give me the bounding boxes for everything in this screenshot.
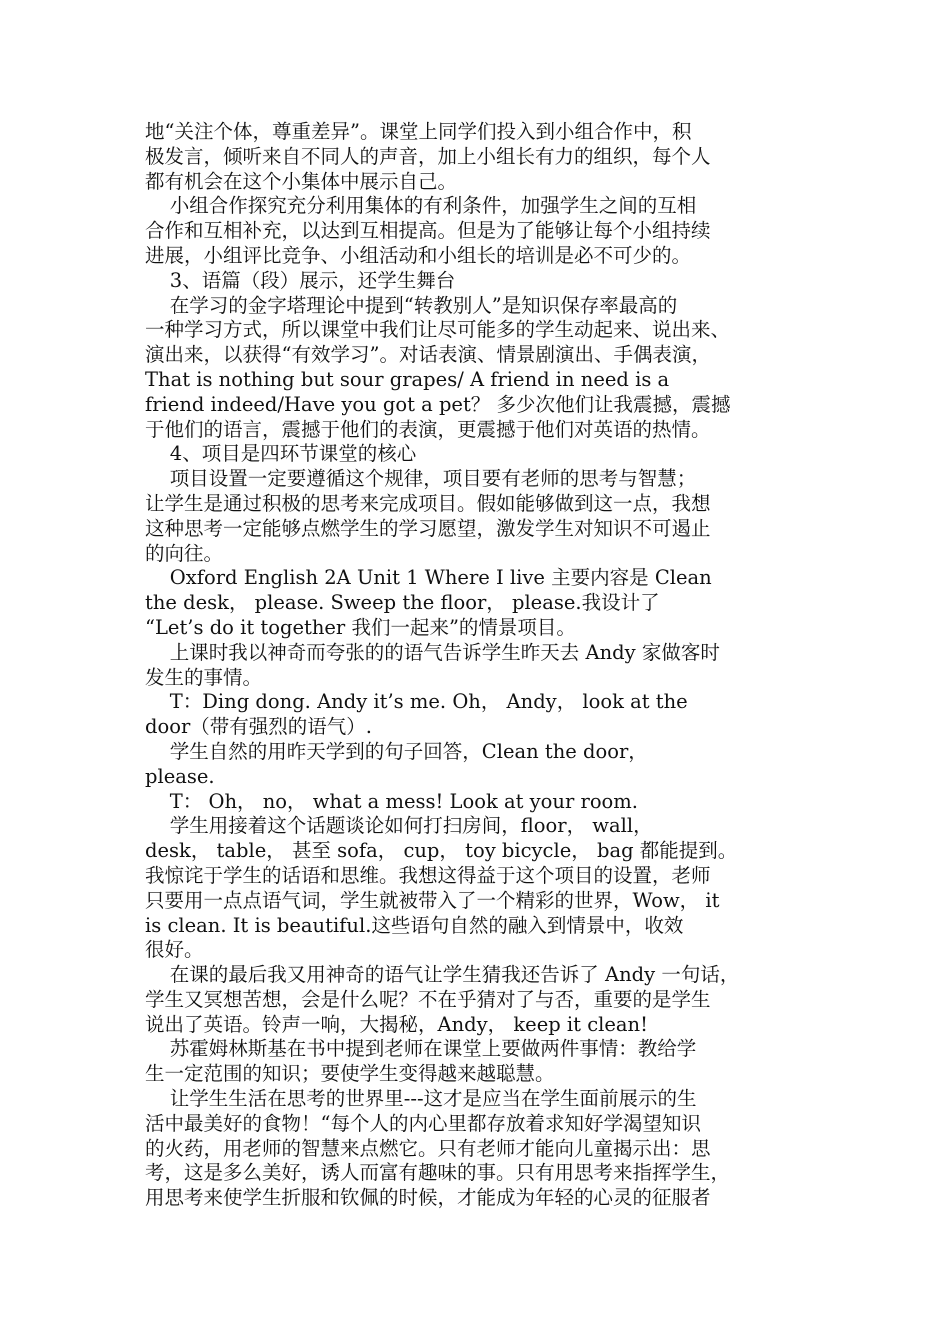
- text-line: 都有机会在这个小集体中展示自己。: [145, 169, 458, 193]
- text-line: the desk， please. Sweep the floor， please.我设计了: [145, 591, 660, 615]
- text-line: 说出了英语。铃声一响，大揭秘，Andy， keep it clean!: [145, 1012, 648, 1036]
- text-line: T：Ding dong. Andy it’s me. Oh， Andy， look at the: [145, 690, 688, 714]
- text-line: 苏霍姆林斯基在书中提到老师在课堂上要做两件事情：教给学: [145, 1037, 697, 1061]
- text-line: 进展，小组评比竞争、小组活动和小组长的培训是必不可少的。: [145, 243, 692, 267]
- text-line: T： Oh， no， what a mess! Look at your room.: [145, 789, 638, 813]
- text-line: 项目设置一定要遵循这个规律，项目要有老师的思考与智慧；: [145, 467, 697, 491]
- text-line: 在学习的金字塔理论中提到“转教别人”是知识保存率最高的: [145, 293, 678, 317]
- text-line: 用思考来使学生折服和钦佩的时候，才能成为年轻的心灵的征服者: [145, 1186, 711, 1210]
- text-line: 4、项目是四环节课堂的核心: [145, 442, 417, 466]
- text-line: 于他们的语言，震撼于他们的表演，更震撼于他们对英语的热情。: [145, 417, 711, 441]
- text-line: 小组合作探究充分利用集体的有利条件，加强学生之间的互相: [145, 194, 697, 218]
- text-line: 这种思考一定能够点燃学生的学习愿望，激发学生对知识不可遏止: [145, 516, 711, 540]
- text-line: 3、语篇（段）展示，还学生舞台: [145, 268, 456, 292]
- text-line: is clean. It is beautiful.这些语句自然的融入到情景中，收效: [145, 913, 684, 937]
- text-line: 考，这是多么美好，诱人而富有趣味的事。只有用思考来指挥学生，: [145, 1161, 731, 1185]
- text-line: 一种学习方式，所以课堂中我们让尽可能多的学生动起来、说出来、: [145, 318, 731, 342]
- text-line: That is nothing but sour grapes/ A friend in need is a: [145, 367, 670, 391]
- text-line: door（带有强烈的语气）.: [145, 715, 372, 739]
- text-line: 生一定范围的知识；要使学生变得越来越聪慧。: [145, 1062, 555, 1086]
- text-line: friend indeed/Have you got a pet？ 多少次他们让我震撼，震撼: [145, 392, 731, 416]
- text-line: 只要用一点点语气词，学生就被带入了一个精彩的世界，Wow， it: [145, 888, 720, 912]
- text-line: 演出来，以获得“有效学习”。对话表演、情景剧演出、手偶表演，: [145, 343, 711, 367]
- text-line: 合作和互相补充，以达到互相提高。但是为了能够让每个小组持续: [145, 219, 711, 243]
- text-line: 在课的最后我又用神奇的语气让学生猜我还告诉了 Andy 一句话，: [145, 963, 740, 987]
- body-text: [145, 120, 810, 1211]
- text-line: 的火药，用老师的智慧来点燃它。只有老师才能向儿童揭示出：思: [145, 1136, 711, 1160]
- text-line: Oxford English 2A Unit 1 Where I live 主要内容是 Clean: [145, 566, 712, 590]
- text-line: 上课时我以神奇而夸张的的语气告诉学生昨天去 Andy 家做客时: [145, 640, 720, 664]
- text-line: 很好。: [145, 938, 204, 962]
- text-line: 的向往。: [145, 541, 224, 565]
- text-line: 活中最美好的食物！“每个人的内心里都存放着求知好学渴望知识: [145, 1111, 701, 1135]
- text-line: desk， table， 甚至 sofa， cup， toy bicycle， bag 都能提到。: [145, 839, 738, 863]
- text-line: 地“关注个体，尊重差异”。课堂上同学们投入到小组合作中，积: [145, 120, 692, 143]
- text-line: please.: [145, 764, 215, 788]
- text-line: 学生自然的用昨天学到的句子回答，Clean the door，: [145, 739, 648, 763]
- text-line: 学生用接着这个话题谈论如何打扫房间，floor， wall，: [145, 814, 653, 838]
- text-line: 学生又冥想苦想，会是什么呢？不在乎猜对了与否，重要的是学生: [145, 987, 711, 1011]
- text-line: “Let’s do it together 我们一起来”的情景项目。: [145, 615, 576, 639]
- text-line: 让学生是通过积极的思考来完成项目。假如能够做到这一点，我想: [145, 491, 711, 515]
- text-line: 让学生生活在思考的世界里---这才是应当在学生面前展示的生: [145, 1087, 697, 1111]
- text-line: 发生的事情。: [145, 665, 263, 689]
- text-line: 我惊诧于学生的话语和思维。我想这得益于这个项目的设置，老师: [145, 863, 711, 887]
- text-line: 极发言，倾听来自不同人的声音，加上小组长有力的组织，每个人: [145, 144, 711, 168]
